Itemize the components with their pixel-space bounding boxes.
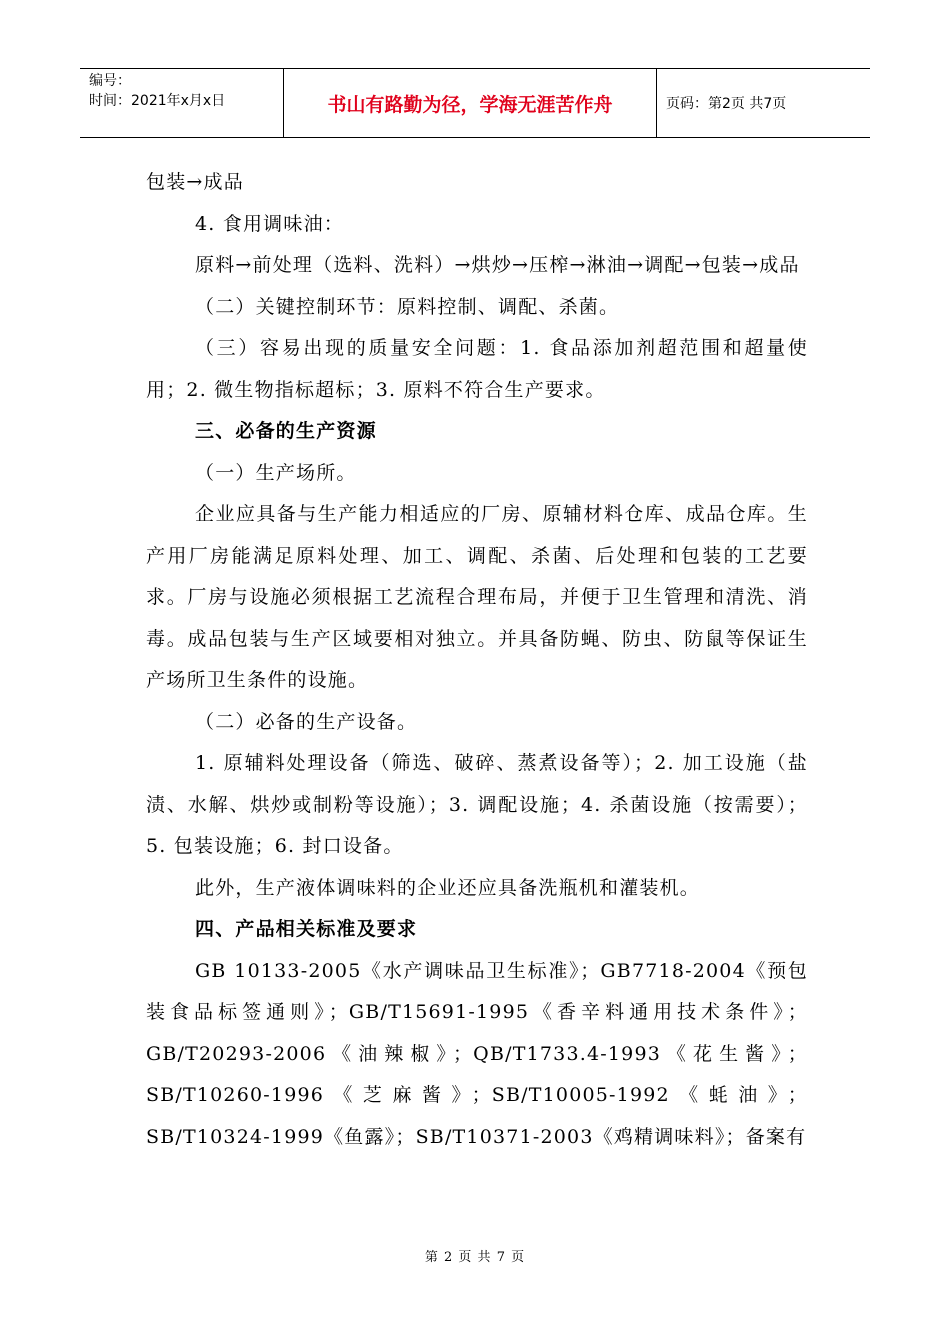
document-body bbox=[146, 162, 808, 1158]
page-footer: 第 2 页 共 7 页 bbox=[424, 1250, 526, 1265]
section-heading: 四、产品相关标准及要求 bbox=[195, 918, 418, 940]
date-label: 时间：2021年x月x日 bbox=[89, 93, 226, 109]
paragraph: （三）容易出现的质量安全问题：1. 食品添加剂超范围和超量使用；2. 微生物指标超标；3. 原料不符合生产要求。 bbox=[146, 337, 808, 401]
paragraph: 1. 原辅料处理设备（筛选、破碎、蒸煮设备等）；2. 加工设施（盐渍、水解、烘炒或制粉等设施）；3. 调配设施；4. 杀菌设施（按需要）；5. 包装设施；6. 封口设备。 bbox=[146, 752, 808, 857]
paragraph: GB 10133-2005《水产调味品卫生标准》；GB7718-2004《预包装食品标签通则》；GB/T15691-1995《香辛料通用技术条件》；GB/T20293-2006《油辣椒》；QB/T1733.4-1993《花生酱》；SB/T10260-1996《芝麻酱》；SB/T10005-1992《蚝油》；SB/T10324-1999《鱼露》；SB/T10371-2003《鸡精调味料》；备案有 bbox=[146, 959, 808, 1148]
number-label: 编号： bbox=[89, 73, 131, 89]
page-header bbox=[80, 68, 870, 138]
section-heading: 三、必备的生产资源 bbox=[195, 420, 377, 442]
header-meta bbox=[80, 69, 283, 137]
paragraph: 此外，生产液体调味料的企业还应具备洗瓶机和灌装机。 bbox=[195, 876, 701, 899]
paragraph: 原料→前处理（选料、洗料）→烘炒→压榨→淋油→调配→包装→成品 bbox=[195, 254, 800, 276]
paragraph: 4. 食用调味油： bbox=[195, 212, 344, 235]
paragraph: 包装→成品 bbox=[146, 171, 244, 193]
paragraph: （二）关键控制环节：原料控制、调配、杀菌。 bbox=[195, 295, 620, 318]
paragraph: （一）生产场所。 bbox=[195, 461, 357, 484]
motto: 书山有路勤为径，学海无涯苦作舟 bbox=[283, 69, 657, 137]
paragraph: 企业应具备与生产能力相适应的厂房、原辅材料仓库、成品仓库。生产用厂房能满足原料处理、加工、调配、杀菌、后处理和包装的工艺要求。厂房与设施必须根据工艺流程合理布局，并便于卫生管理和清洗、消毒。成品包装与生产区域要相对独立。并具备防蝇、防虫、防鼠等保证生产场所卫生条件的设施。 bbox=[146, 503, 808, 691]
paragraph: （二）必备的生产设备。 bbox=[195, 710, 418, 733]
page-label: 页码：第2页 共7页 bbox=[666, 96, 787, 112]
